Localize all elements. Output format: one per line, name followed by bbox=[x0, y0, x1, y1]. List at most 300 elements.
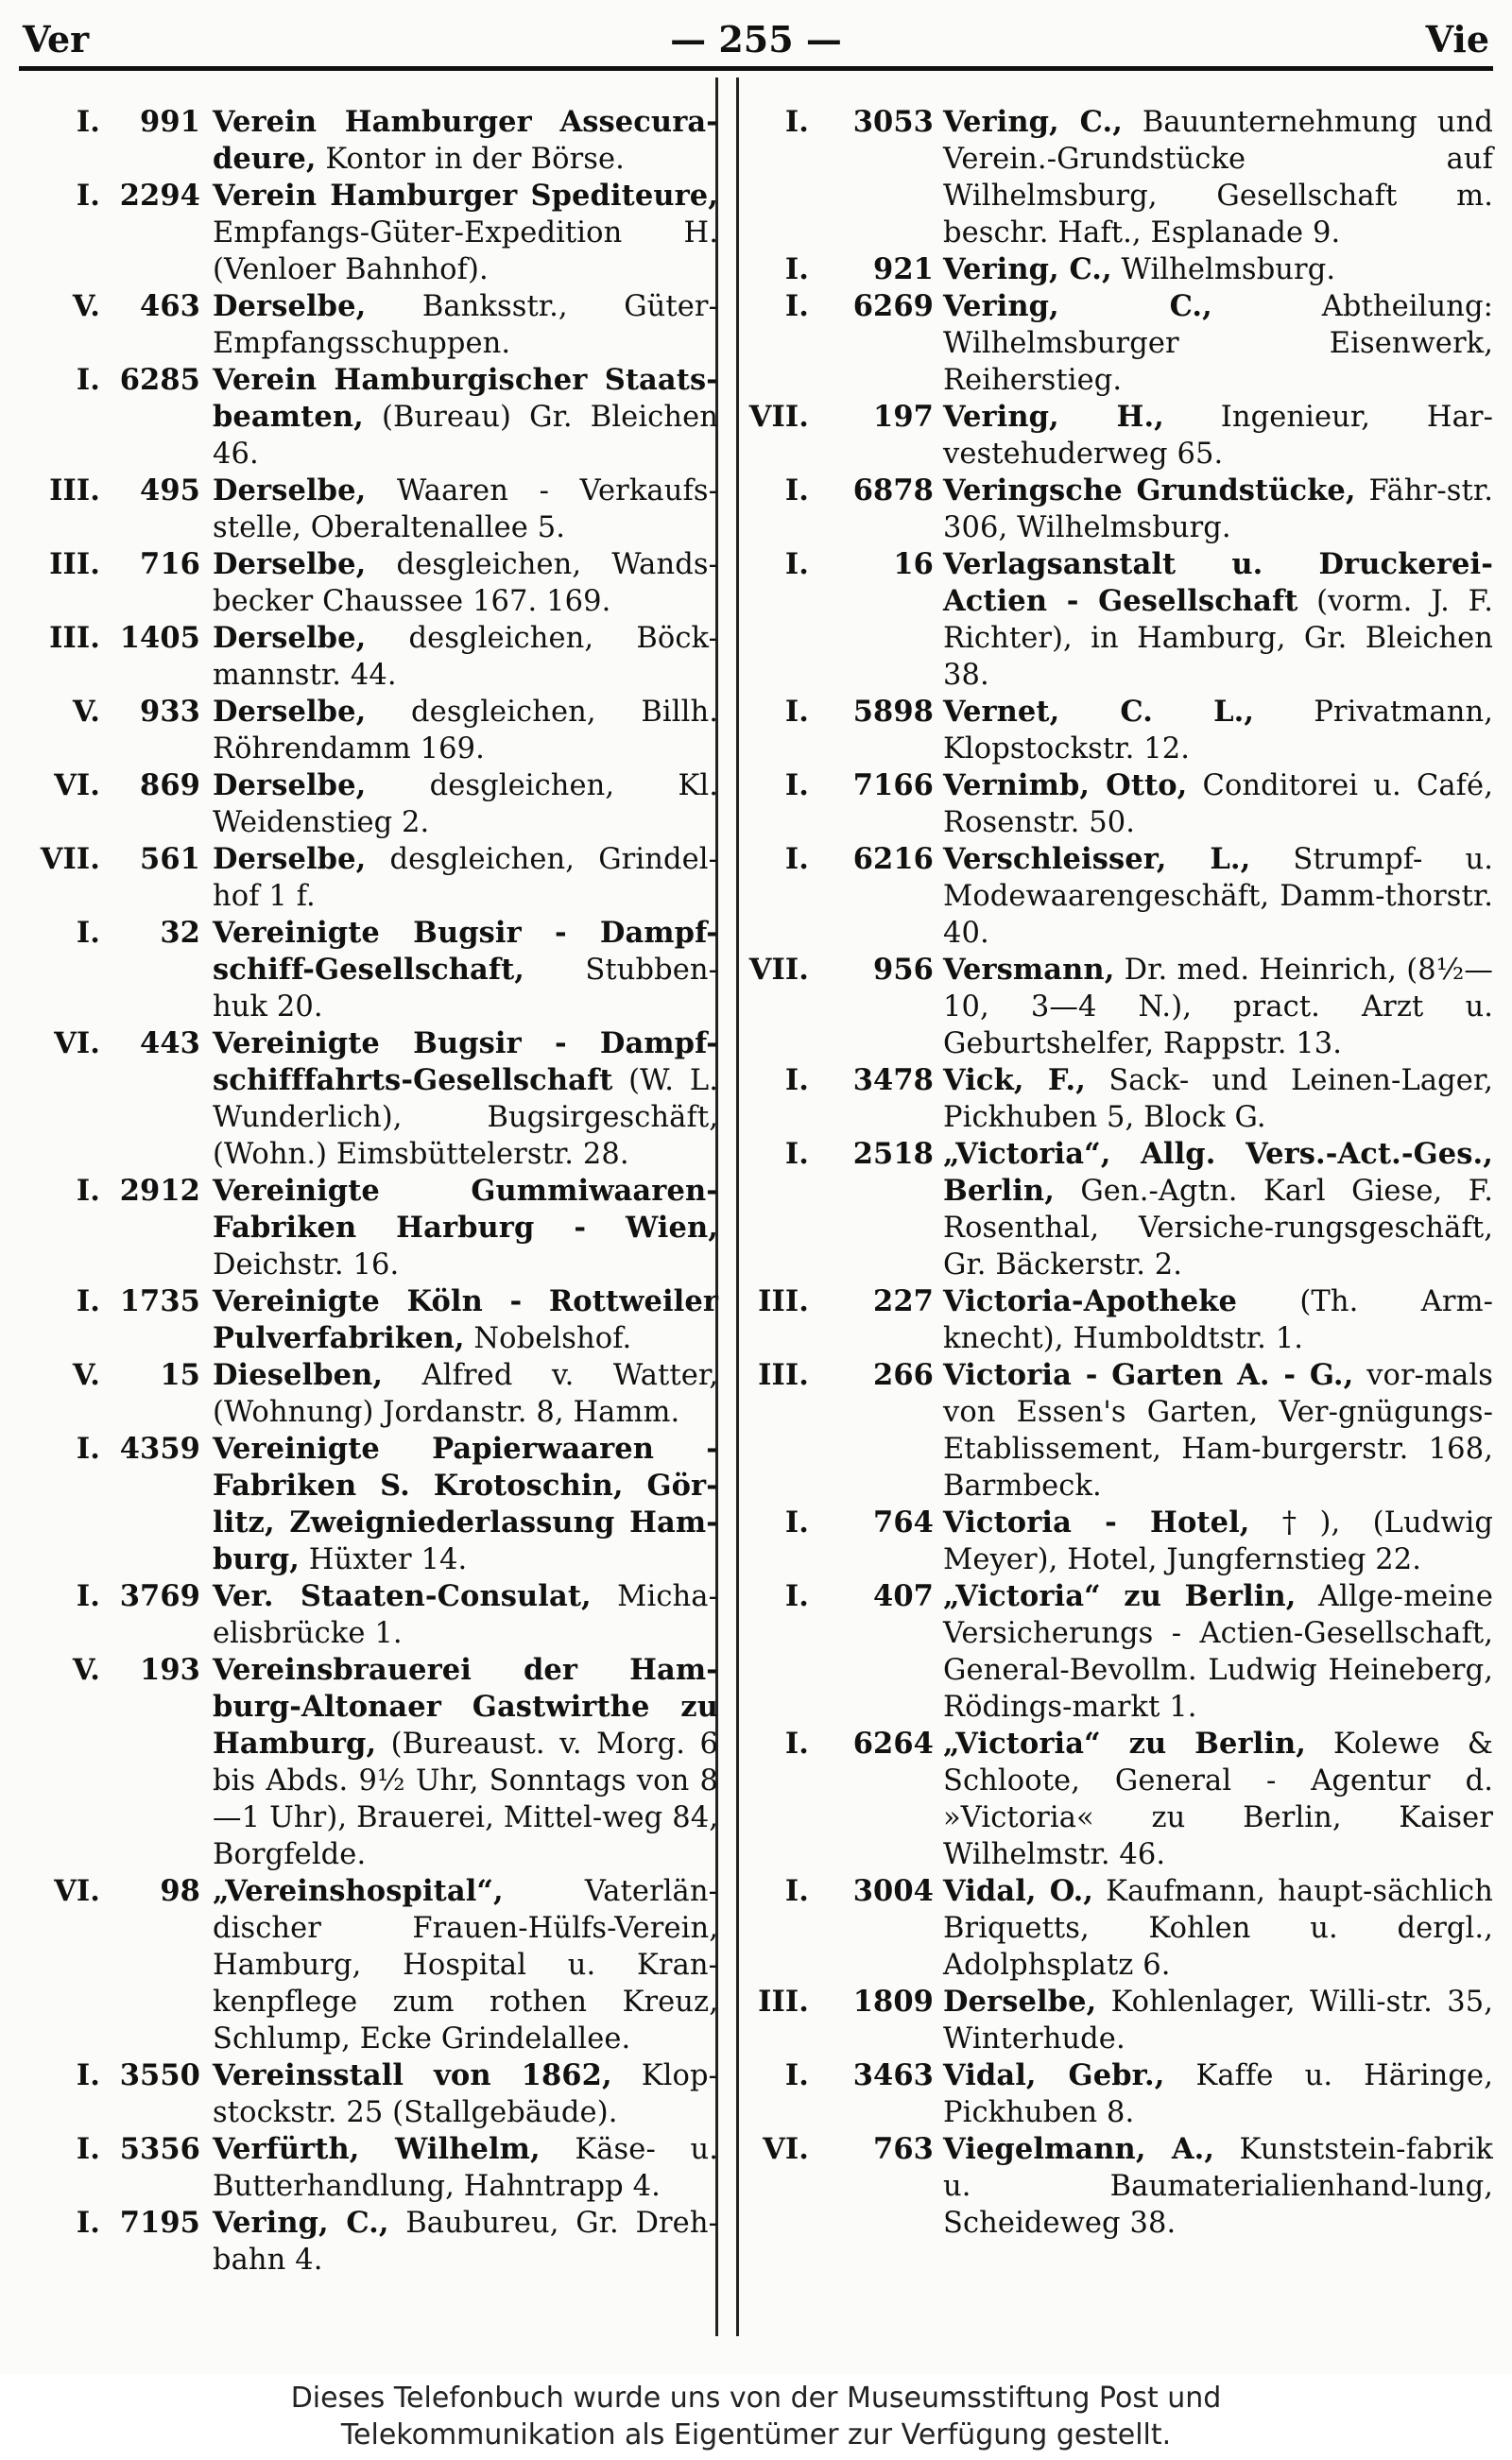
page-number: — 255 — bbox=[670, 18, 842, 60]
entry-district: V. bbox=[72, 1653, 100, 1687]
directory-entry bbox=[747, 546, 1493, 694]
directory-entry bbox=[747, 1357, 1493, 1505]
entry-details: Wilhelmsburg. bbox=[1111, 253, 1336, 286]
entry-name: Derselbe, bbox=[213, 842, 367, 876]
entry-body bbox=[943, 1062, 1493, 1136]
directory-entry bbox=[747, 1062, 1493, 1136]
entry-name: Derselbe, bbox=[213, 621, 367, 655]
entry-district: I. bbox=[76, 1432, 100, 1466]
entry-phone-number bbox=[19, 362, 200, 399]
entry-body bbox=[943, 251, 1493, 288]
entry-name: Vernet, C. L., bbox=[943, 695, 1255, 729]
entry-phone-number bbox=[747, 1984, 934, 2021]
entry-body bbox=[943, 399, 1493, 473]
entry-district: VI. bbox=[54, 768, 100, 802]
directory-entry bbox=[747, 399, 1493, 473]
entry-number: 933 bbox=[140, 695, 200, 729]
entry-body bbox=[943, 288, 1493, 399]
entry-phone-number bbox=[747, 1283, 934, 1320]
entry-details: Ingenieur, Har-vestehuderweg 65. bbox=[943, 401, 1493, 471]
entry-body bbox=[213, 2057, 718, 2131]
entry-number: 991 bbox=[140, 105, 200, 139]
directory-entry bbox=[19, 178, 718, 288]
entry-phone-number bbox=[19, 1173, 200, 1210]
entry-body bbox=[943, 952, 1493, 1062]
entry-details: desgleichen, Grindel-hof 1 f. bbox=[213, 843, 718, 913]
entry-district: I. bbox=[784, 473, 809, 507]
entry-details: (vorm. J. F. Richter), in Hamburg, Gr. Bleichen 38. bbox=[943, 585, 1493, 692]
entry-phone-number bbox=[747, 1136, 934, 1173]
entry-number: 98 bbox=[160, 1874, 200, 1908]
entry-body bbox=[213, 473, 718, 546]
entry-district: I. bbox=[784, 547, 809, 581]
entry-phone-number bbox=[19, 104, 200, 141]
entry-phone-number bbox=[19, 2131, 200, 2168]
entry-body bbox=[943, 473, 1493, 546]
entry-details: Hüxter 14. bbox=[300, 1543, 468, 1576]
header-range-end: Vie bbox=[1425, 18, 1489, 60]
entry-district: I. bbox=[784, 1505, 809, 1540]
directory-entry bbox=[19, 1578, 718, 1652]
entry-district: I. bbox=[784, 842, 809, 876]
directory-entry bbox=[19, 288, 718, 362]
entry-details: Empfangs-Güter-Expedition H. (Venloer Bahnhof). bbox=[213, 216, 718, 286]
entry-phone-number bbox=[747, 2131, 934, 2168]
entry-number: 443 bbox=[140, 1026, 200, 1060]
entry-phone-number bbox=[19, 1025, 200, 1062]
entry-details: Vaterlän-discher Frauen-Hülfs-Verein, Hamburg, Hospital u. Kran-kenpflege zum rothen Kreuz, Schlump, Ecke Grindelallee. bbox=[213, 1875, 718, 2056]
entry-body bbox=[943, 2057, 1493, 2131]
footer-note bbox=[0, 2374, 1512, 2460]
entry-number: 1735 bbox=[119, 1284, 200, 1318]
entry-body bbox=[213, 1652, 718, 1873]
entry-number: 16 bbox=[893, 547, 934, 581]
entry-district: I. bbox=[76, 363, 100, 397]
entry-details: Kontor in der Börse. bbox=[316, 143, 625, 176]
entry-phone-number bbox=[19, 1652, 200, 1689]
directory-entry bbox=[747, 288, 1493, 399]
entry-phone-number bbox=[19, 620, 200, 657]
entry-number: 5898 bbox=[852, 695, 934, 729]
entry-details: Bauunternehmung und Verein.-Grundstücke auf Wilhelmsburg, Gesellschaft m. beschr. Haft., Esplanade 9. bbox=[943, 106, 1493, 249]
entry-details: Baubureu, Gr. Dreh-bahn 4. bbox=[213, 2207, 718, 2277]
entry-phone-number bbox=[19, 1283, 200, 1320]
directory-entry bbox=[19, 473, 718, 546]
entry-body bbox=[213, 2131, 718, 2205]
entry-number: 6216 bbox=[852, 842, 934, 876]
entry-details: Kunststein-fabrik u. Baumaterialienhand-lung, Scheideweg 38. bbox=[943, 2133, 1493, 2240]
entry-number: 2518 bbox=[852, 1137, 934, 1171]
directory-entry bbox=[19, 1025, 718, 1173]
directory-entry bbox=[747, 104, 1493, 251]
entry-phone-number bbox=[747, 1873, 934, 1910]
entry-details: Allge-meine Versicherungs - Actien-Gesellschaft, General-Bevollm. Ludwig Heineberg, Rödings-markt 1. bbox=[943, 1580, 1493, 1724]
entry-number: 2912 bbox=[119, 1174, 200, 1208]
entry-body bbox=[943, 1873, 1493, 1984]
entry-body bbox=[943, 1505, 1493, 1578]
entry-phone-number bbox=[747, 1505, 934, 1541]
entry-body bbox=[943, 546, 1493, 694]
entry-name: Veringsche Grundstücke, bbox=[943, 473, 1356, 507]
entry-number: 7195 bbox=[119, 2206, 200, 2240]
entry-number: 561 bbox=[140, 842, 200, 876]
entry-body bbox=[943, 1136, 1493, 1283]
entry-name: Victoria - Garten A. - G., bbox=[943, 1358, 1354, 1392]
directory-entry bbox=[747, 1505, 1493, 1578]
entry-phone-number bbox=[19, 1578, 200, 1615]
entry-district: III. bbox=[758, 1985, 809, 2019]
directory-entry bbox=[747, 1873, 1493, 1984]
entry-phone-number bbox=[747, 473, 934, 509]
entry-name: Vering, C., bbox=[943, 105, 1123, 139]
entry-body bbox=[213, 546, 718, 620]
entry-name: Derselbe, bbox=[213, 768, 367, 802]
entry-details: Micha-elisbrücke 1. bbox=[213, 1580, 718, 1650]
entry-phone-number bbox=[747, 288, 934, 325]
entry-district: I. bbox=[76, 1579, 100, 1613]
entry-phone-number bbox=[747, 251, 934, 288]
entry-name: Vereinsbrauerei der Ham-burg-Altonaer Gastwirthe zu Hamburg, bbox=[213, 1653, 718, 1761]
entry-district: V. bbox=[72, 1358, 100, 1392]
entry-number: 495 bbox=[140, 473, 200, 507]
entry-phone-number bbox=[19, 841, 200, 878]
entry-district: VII. bbox=[748, 953, 809, 987]
entry-body bbox=[213, 1578, 718, 1652]
entry-body bbox=[213, 1173, 718, 1283]
entry-district: III. bbox=[49, 473, 100, 507]
entry-phone-number bbox=[19, 546, 200, 583]
entry-body bbox=[213, 1873, 718, 2057]
entry-district: III. bbox=[758, 1284, 809, 1318]
entry-number: 266 bbox=[873, 1358, 934, 1392]
entry-body bbox=[213, 1283, 718, 1357]
entry-name: „Victoria“ zu Berlin, bbox=[943, 1579, 1297, 1613]
entry-phone-number bbox=[747, 1357, 934, 1394]
entry-district: I. bbox=[784, 1579, 809, 1613]
entry-details: Alfred v. Watter, (Wohnung) Jordanstr. 8, Hamm. bbox=[213, 1359, 718, 1429]
directory-entry bbox=[747, 952, 1493, 1062]
entry-details: Fähr-str. 306, Wilhelmsburg. bbox=[943, 474, 1493, 544]
entry-name: Vick, F., bbox=[943, 1063, 1086, 1097]
directory-entry bbox=[19, 546, 718, 620]
entry-number: 1809 bbox=[852, 1985, 934, 2019]
entry-number: 6285 bbox=[119, 363, 200, 397]
entry-details: vor-mals von Essen's Garten, Ver-gnügungs-Etablissement, Ham-burgerstr. 168, Barmbeck. bbox=[943, 1359, 1493, 1503]
directory-entry bbox=[19, 1652, 718, 1873]
entry-number: 3004 bbox=[852, 1874, 934, 1908]
entry-body bbox=[213, 620, 718, 694]
entry-name: Derselbe, bbox=[213, 547, 367, 581]
entry-name: Vidal, Gebr., bbox=[943, 2058, 1165, 2092]
entry-body bbox=[943, 694, 1493, 767]
entry-number: 463 bbox=[140, 289, 200, 323]
entry-phone-number bbox=[19, 915, 200, 952]
entry-name: Verein Hamburgischer Staats-beamten, bbox=[213, 363, 718, 434]
directory-entry bbox=[747, 251, 1493, 288]
entry-phone-number bbox=[19, 694, 200, 731]
entry-details: Kolewe & Schloote, General - Agentur d. »Victoria« zu Berlin, Kaiser Wilhelmstr. 46. bbox=[943, 1728, 1493, 1871]
entry-phone-number bbox=[747, 546, 934, 583]
entry-name: Vereinigte Bugsir - Dampf-schiff-Gesellschaft, bbox=[213, 916, 718, 987]
entry-details: desgleichen, Kl. Weidenstieg 2. bbox=[213, 769, 718, 839]
entry-number: 227 bbox=[873, 1284, 934, 1318]
entry-name: Verfürth, Wilhelm, bbox=[213, 2132, 541, 2166]
entry-body bbox=[943, 1283, 1493, 1357]
entry-details: †), (Ludwig Meyer), Hotel, Jungfernstieg 22. bbox=[943, 1506, 1493, 1576]
entry-name: Vereinigte Gummiwaaren-Fabriken Harburg - Wien, bbox=[213, 1174, 718, 1245]
entry-body bbox=[213, 362, 718, 473]
entry-number: 1405 bbox=[119, 621, 200, 655]
entry-body bbox=[213, 178, 718, 288]
entry-body bbox=[213, 767, 718, 841]
entry-phone-number bbox=[19, 1357, 200, 1394]
entry-name: „Vereinshospital“, bbox=[213, 1874, 504, 1908]
directory-entry bbox=[19, 1431, 718, 1578]
entry-body bbox=[943, 767, 1493, 841]
directory-entry bbox=[19, 841, 718, 915]
entry-phone-number bbox=[19, 2057, 200, 2094]
entry-body bbox=[943, 104, 1493, 251]
entry-district: I. bbox=[784, 105, 809, 139]
entry-phone-number bbox=[747, 841, 934, 878]
entry-district: III. bbox=[49, 547, 100, 581]
directory-entry bbox=[19, 915, 718, 1025]
entry-phone-number bbox=[747, 1726, 934, 1763]
directory-entry bbox=[19, 2057, 718, 2131]
entry-name: Vering, H., bbox=[943, 400, 1164, 434]
page-header bbox=[23, 19, 1489, 60]
entry-body bbox=[213, 2205, 718, 2279]
entry-name: Verschleisser, L., bbox=[943, 842, 1251, 876]
entry-name: Verein Hamburger Spediteure, bbox=[213, 179, 718, 213]
entry-phone-number bbox=[19, 2205, 200, 2242]
entry-name: Verein Hamburger Assecura-deure, bbox=[213, 105, 718, 176]
entry-body bbox=[943, 1578, 1493, 1726]
entry-name: Vereinsstall von 1862, bbox=[213, 2058, 612, 2092]
entry-name: Victoria-Apotheke bbox=[943, 1284, 1238, 1318]
entry-details: desgleichen, Wands-becker Chaussee 167. 169. bbox=[213, 548, 718, 618]
entry-name: Versmann, bbox=[943, 953, 1115, 987]
entry-name: Derselbe, bbox=[213, 289, 367, 323]
column-divider-right bbox=[736, 77, 739, 2336]
directory-entry bbox=[19, 1173, 718, 1283]
entry-district: I. bbox=[784, 2058, 809, 2092]
entry-body bbox=[213, 1431, 718, 1578]
entry-number: 5356 bbox=[119, 2132, 200, 2166]
entry-body bbox=[213, 1025, 718, 1173]
entry-number: 764 bbox=[873, 1505, 934, 1540]
entry-district: I. bbox=[784, 1874, 809, 1908]
entry-body bbox=[943, 2131, 1493, 2242]
entry-phone-number bbox=[19, 1873, 200, 1910]
entry-district: I. bbox=[76, 1174, 100, 1208]
entry-name: Ver. Staaten-Consulat, bbox=[213, 1579, 592, 1613]
entry-district: I. bbox=[784, 1137, 809, 1171]
entry-details: Kaffe u. Häringe, Pickhuben 8. bbox=[943, 2059, 1493, 2129]
directory-entry bbox=[747, 2057, 1493, 2131]
entry-name: Derselbe, bbox=[213, 695, 367, 729]
entry-district: I. bbox=[76, 2206, 100, 2240]
entry-district: I. bbox=[784, 768, 809, 802]
entry-details: Stubben-huk 20. bbox=[213, 954, 718, 1024]
footer-line-1: Dieses Telefonbuch wurde uns von der Museumsstiftung Post und bbox=[290, 2382, 1222, 2415]
entry-number: 6264 bbox=[852, 1727, 934, 1761]
entry-phone-number bbox=[19, 178, 200, 215]
entry-district: I. bbox=[76, 2132, 100, 2166]
entry-number: 15 bbox=[160, 1358, 200, 1392]
entry-number: 3769 bbox=[119, 1579, 200, 1613]
entry-body bbox=[213, 104, 718, 178]
footer-line-2: Telekommunikation als Eigentümer zur Verfügung gestellt. bbox=[340, 2418, 1172, 2451]
entry-body bbox=[213, 841, 718, 915]
entry-details: Gen.-Agtn. Karl Giese, F. Rosenthal, Versiche-rungsgeschäft, Gr. Bäckerstr. 2. bbox=[943, 1175, 1493, 1282]
entry-district: I. bbox=[784, 695, 809, 729]
entry-phone-number bbox=[19, 1431, 200, 1468]
entry-number: 6878 bbox=[852, 473, 934, 507]
entry-name: Derselbe, bbox=[943, 1985, 1097, 2019]
entry-district: I. bbox=[784, 1727, 809, 1761]
entry-details: Privatmann, Klopstockstr. 12. bbox=[943, 696, 1493, 766]
entry-number: 921 bbox=[873, 252, 934, 286]
entry-number: 869 bbox=[140, 768, 200, 802]
entry-number: 956 bbox=[873, 953, 934, 987]
entry-district: I. bbox=[76, 179, 100, 213]
entry-body bbox=[213, 1357, 718, 1431]
entry-details: (Bureau) Gr. Bleichen 46. bbox=[213, 401, 718, 471]
left-column bbox=[19, 104, 718, 2279]
entry-details: Banksstr., Güter-Empfangsschuppen. bbox=[213, 290, 718, 360]
directory-entry bbox=[747, 767, 1493, 841]
entry-name: Vering, C., bbox=[213, 2206, 389, 2240]
entry-body bbox=[213, 915, 718, 1025]
entry-phone-number bbox=[19, 767, 200, 804]
entry-details: desgleichen, Billh. Röhrendamm 169. bbox=[213, 696, 718, 766]
entry-details: Waaren - Verkaufs-stelle, Oberaltenallee 5. bbox=[213, 474, 718, 544]
entry-details: Nobelshof. bbox=[464, 1322, 632, 1355]
entry-district: I. bbox=[76, 916, 100, 950]
entry-district: VII. bbox=[748, 400, 809, 434]
entry-district: VI. bbox=[763, 2132, 809, 2166]
entry-body bbox=[213, 288, 718, 362]
entry-details: Dr. med. Heinrich, (8½—10, 3—4 N.), pract. Arzt u. Geburtshelfer, Rappstr. 13. bbox=[943, 954, 1493, 1060]
entry-district: V. bbox=[72, 289, 100, 323]
entry-number: 3463 bbox=[852, 2058, 934, 2092]
entry-name: Victoria - Hotel, bbox=[943, 1505, 1250, 1540]
directory-entry bbox=[747, 1578, 1493, 1726]
entry-name: Vidal, O., bbox=[943, 1874, 1094, 1908]
entry-name: Verlagsanstalt u. Druckerei-Actien - Gesellschaft bbox=[943, 547, 1493, 618]
entry-details: Kaufmann, haupt-sächlich Briquetts, Kohlen u. dergl., Adolphsplatz 6. bbox=[943, 1875, 1493, 1982]
directory-entry bbox=[747, 1984, 1493, 2057]
directory-entry bbox=[19, 1873, 718, 2057]
entry-number: 197 bbox=[873, 400, 934, 434]
entry-number: 716 bbox=[140, 547, 200, 581]
entry-phone-number bbox=[19, 288, 200, 325]
entry-number: 193 bbox=[140, 1653, 200, 1687]
directory-entry bbox=[19, 104, 718, 178]
directory-entry bbox=[747, 473, 1493, 546]
header-range-start: Ver bbox=[23, 18, 90, 60]
directory-entry bbox=[747, 1726, 1493, 1873]
entry-details: Kohlenlager, Willi-str. 35, Winterhude. bbox=[943, 1986, 1493, 2056]
entry-phone-number bbox=[747, 1062, 934, 1099]
directory-entry bbox=[19, 1283, 718, 1357]
directory-entry bbox=[19, 2205, 718, 2279]
entry-name: Viegelmann, A., bbox=[943, 2132, 1215, 2166]
entry-phone-number bbox=[747, 952, 934, 989]
entry-number: 763 bbox=[873, 2132, 934, 2166]
entry-body bbox=[943, 841, 1493, 952]
entry-details: Käse- u. Butterhandlung, Hahntrapp 4. bbox=[213, 2133, 718, 2203]
entry-name: Vernimb, Otto, bbox=[943, 768, 1188, 802]
entry-district: I. bbox=[784, 1063, 809, 1097]
right-column bbox=[747, 104, 1493, 2242]
entry-details: Strumpf- u. Modewaarengeschäft, Damm-thorstr. 40. bbox=[943, 843, 1493, 950]
entry-district: VI. bbox=[54, 1874, 100, 1908]
entry-number: 32 bbox=[160, 916, 200, 950]
entry-phone-number bbox=[747, 104, 934, 141]
entry-phone-number bbox=[747, 767, 934, 804]
directory-entry bbox=[747, 1283, 1493, 1357]
entry-district: VII. bbox=[40, 842, 100, 876]
entry-phone-number bbox=[747, 2057, 934, 2094]
entry-details: Abtheilung: Wilhelmsburger Eisenwerk, Reiherstieg. bbox=[943, 290, 1493, 397]
directory-entry bbox=[19, 1357, 718, 1431]
entry-phone-number bbox=[747, 399, 934, 436]
entry-number: 4359 bbox=[119, 1432, 200, 1466]
entry-district: I. bbox=[784, 252, 809, 286]
entry-number: 3550 bbox=[119, 2058, 200, 2092]
entry-body bbox=[943, 1726, 1493, 1873]
directory-entry bbox=[747, 694, 1493, 767]
directory-entry bbox=[19, 620, 718, 694]
entry-details: (Th. Arm-knecht), Humboldtstr. 1. bbox=[943, 1285, 1493, 1355]
entry-details: Deichstr. 16. bbox=[213, 1248, 400, 1282]
entry-number: 3053 bbox=[852, 105, 934, 139]
entry-body bbox=[213, 694, 718, 767]
entry-number: 2294 bbox=[119, 179, 200, 213]
entry-details: (Bureaust. v. Morg. 6 bis Abds. 9½ Uhr, Sonntags von 8—1 Uhr), Brauerei, Mittel-weg 84, Borgfelde. bbox=[213, 1728, 718, 1871]
entry-name: Derselbe, bbox=[213, 473, 367, 507]
entry-body bbox=[943, 1984, 1493, 2057]
directory-entry bbox=[19, 362, 718, 473]
entry-name: Vering, C., bbox=[943, 289, 1212, 323]
entry-details: Klop-stockstr. 25 (Stallgebäude). bbox=[213, 2059, 719, 2129]
entry-number: 3478 bbox=[852, 1063, 934, 1097]
entry-district: V. bbox=[72, 695, 100, 729]
entry-name: Vereinigte Papierwaaren - Fabriken S. Krotoschin, Gör-litz, Zweigniederlassung Ham-burg, bbox=[213, 1432, 718, 1576]
directory-entry bbox=[747, 841, 1493, 952]
entry-name: Vering, C., bbox=[943, 252, 1112, 286]
entry-district: I. bbox=[784, 289, 809, 323]
entry-number: 6269 bbox=[852, 289, 934, 323]
entry-district: III. bbox=[49, 621, 100, 655]
entry-body bbox=[943, 1357, 1493, 1505]
entry-name: Dieselben, bbox=[213, 1358, 384, 1392]
entry-district: I. bbox=[76, 2058, 100, 2092]
entry-name: Vereinigte Bugsir - Dampf-schifffahrts-Gesellschaft bbox=[213, 1026, 718, 1097]
entry-district: III. bbox=[758, 1358, 809, 1392]
entry-name: „Victoria“ zu Berlin, bbox=[943, 1727, 1307, 1761]
entry-name: „Victoria“, Allg. Vers.-Act.-Ges., Berlin, bbox=[943, 1137, 1493, 1208]
entry-details: Conditorei u. Café, Rosenstr. 50. bbox=[943, 769, 1494, 839]
entry-phone-number bbox=[747, 694, 934, 731]
header-rule bbox=[19, 66, 1493, 71]
entry-phone-number bbox=[747, 1578, 934, 1615]
directory-entry bbox=[19, 694, 718, 767]
directory-entry bbox=[19, 767, 718, 841]
directory-entry bbox=[19, 2131, 718, 2205]
